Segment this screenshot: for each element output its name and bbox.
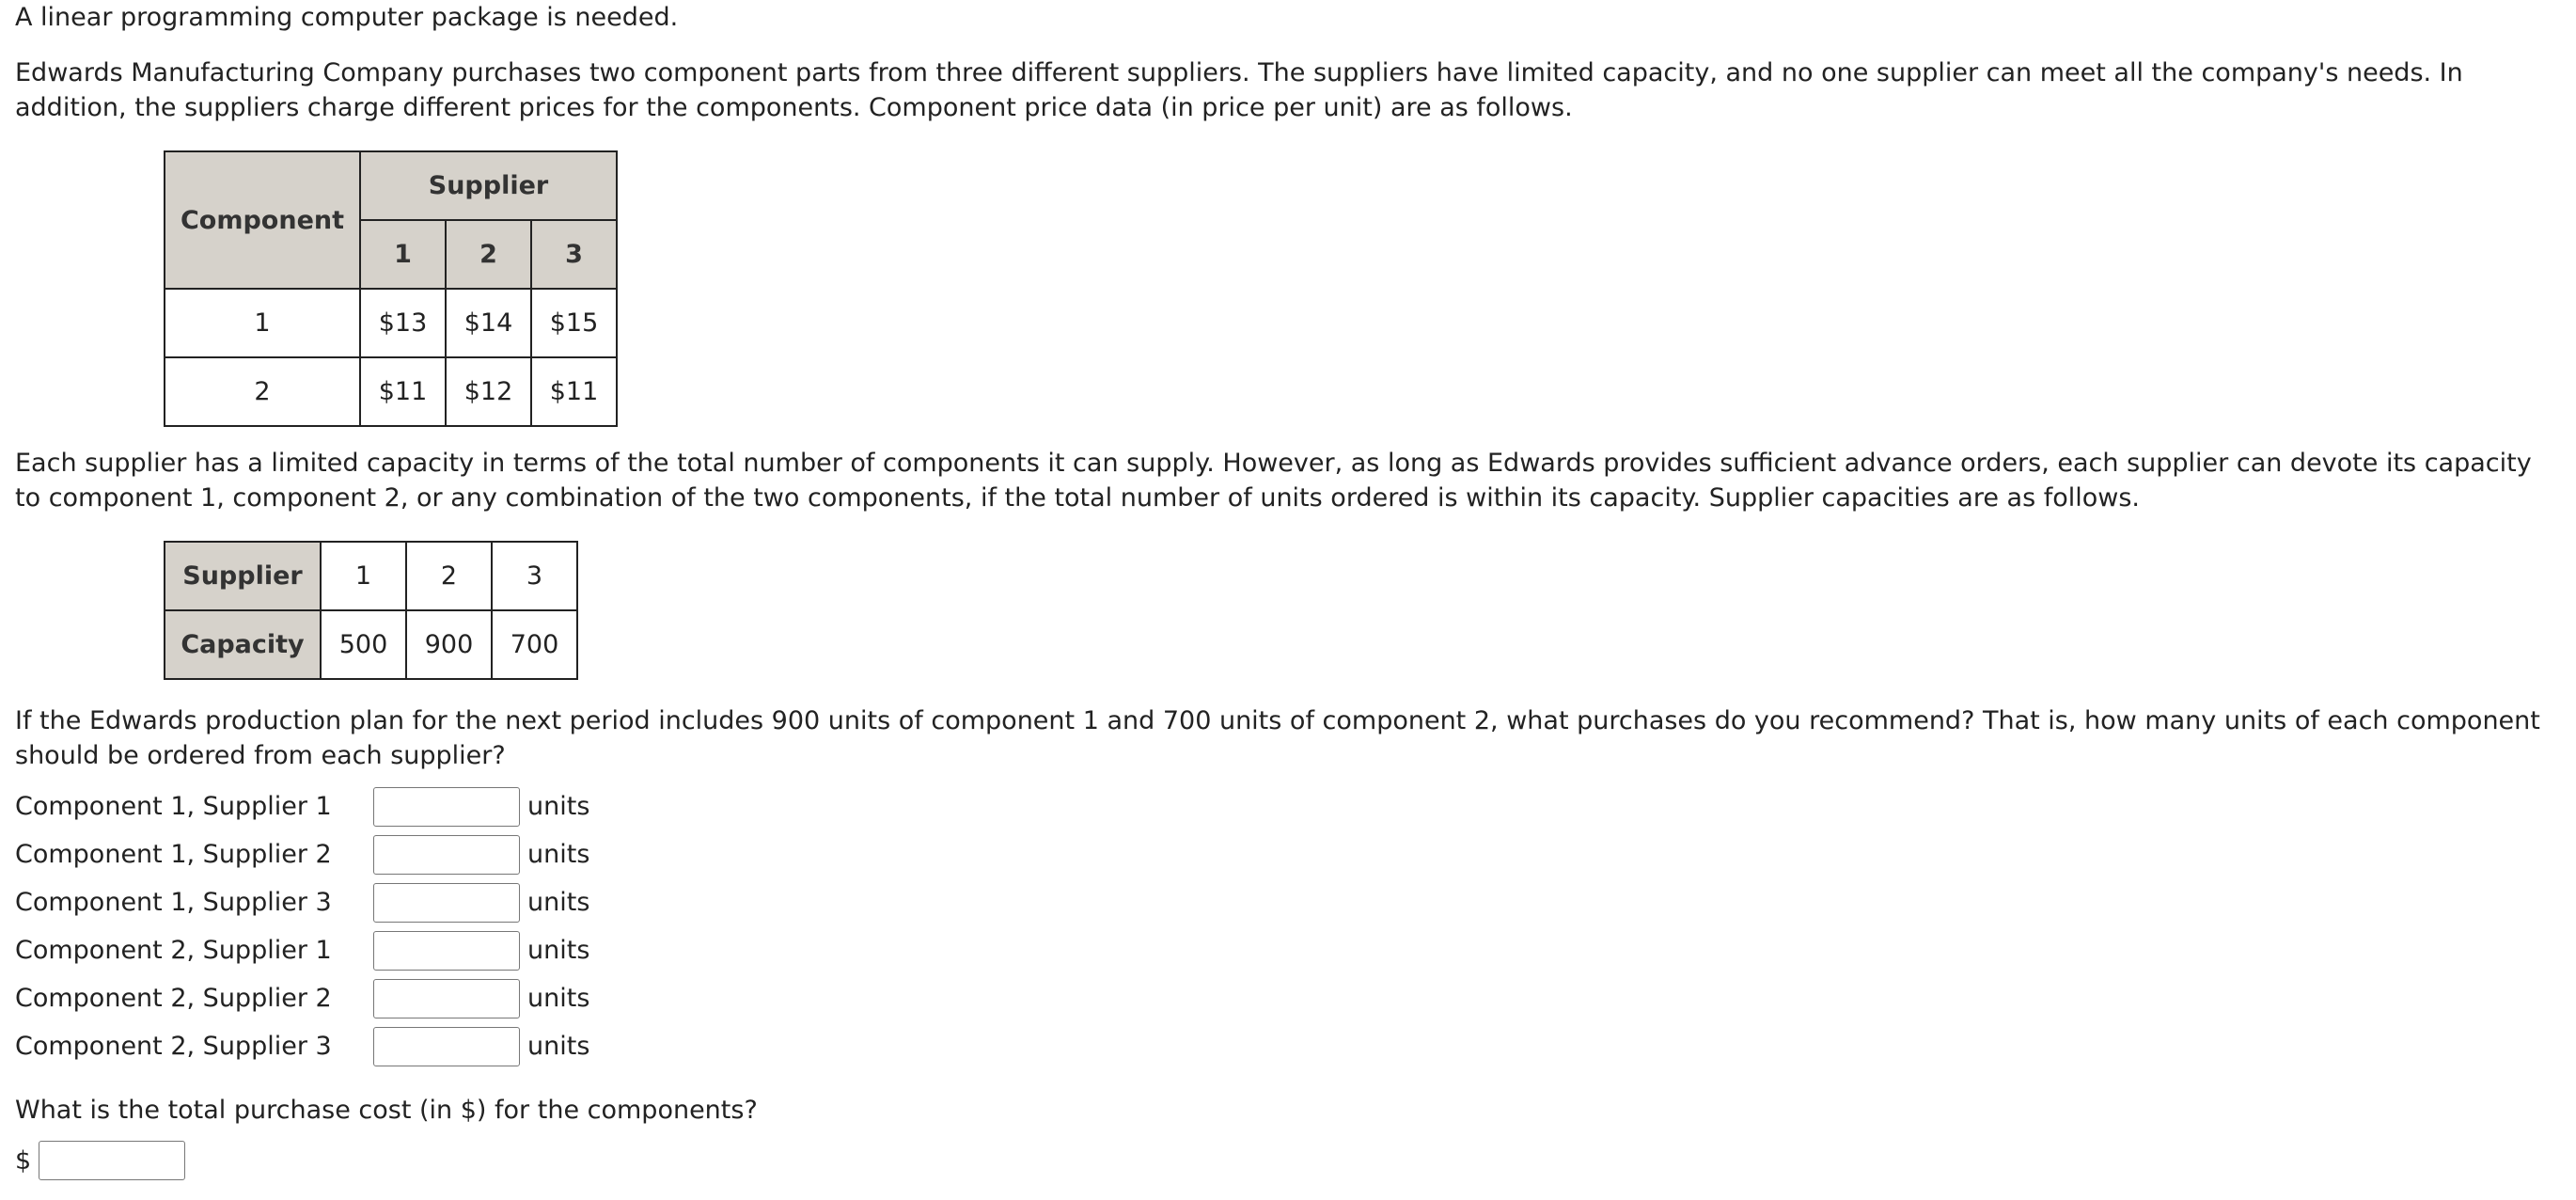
supplier-number: 1 — [360, 220, 446, 289]
answer-row — [15, 830, 589, 878]
problem-description: Edwards Manufacturing Company purchases two component parts from three different suppliers. The suppliers have limited capacity, and no one supplier can meet all the company's needs. In addition, the suppliers charge different prices for the components. Component price data (in price per unit) are as follows. — [15, 58, 2463, 122]
unit-label: units — [527, 984, 590, 1013]
unit-label: units — [527, 1032, 590, 1061]
supplier-number: 1 — [321, 542, 406, 610]
supplier-number: 3 — [531, 220, 617, 289]
price-cell: $14 — [446, 289, 531, 357]
answer-label: Component 2, Supplier 1 — [15, 936, 332, 965]
table-row — [165, 357, 617, 426]
c1-s2-input[interactable] — [373, 835, 520, 875]
c1-s1-input[interactable] — [373, 787, 520, 827]
component-cell: 1 — [165, 289, 360, 357]
price-cell: $11 — [360, 357, 446, 426]
total-cost-input[interactable] — [39, 1141, 185, 1180]
answer-row — [15, 926, 589, 974]
component-header: Component — [165, 151, 360, 289]
answer-label: Component 1, Supplier 2 — [15, 840, 332, 869]
c2-s2-input[interactable] — [373, 979, 520, 1018]
price-cell: $11 — [531, 357, 617, 426]
total-cost-question: What is the total purchase cost (in $) for the components? — [15, 1096, 758, 1125]
answer-row — [15, 782, 589, 830]
currency-symbol: $ — [15, 1145, 32, 1176]
intro-text: A linear programming computer package is needed. — [15, 3, 679, 32]
capacity-description: Each supplier has a limited capacity in terms of the total number of components it can supply. However, as long as Edwards provides sufficient advance orders, each supplier can devote its capacity to component 1, component 2, or any combination of the two components, if the total number of units ordered is within its capacity. Supplier capacities are as follows. — [15, 449, 2532, 513]
answer-label: Component 2, Supplier 3 — [15, 1032, 332, 1061]
answer-label: Component 1, Supplier 3 — [15, 888, 332, 917]
answer-label: Component 1, Supplier 1 — [15, 792, 332, 821]
question-text: If the Edwards production plan for the next period includes 900 units of component 1 and 700 units of component 2, what purchases do you recommend? That is, how many units of each component should be ordered from each supplier? — [15, 706, 2540, 770]
capacity-cell: 700 — [492, 610, 577, 679]
capacity-cell: 900 — [406, 610, 492, 679]
unit-label: units — [527, 792, 590, 821]
answer-row — [15, 974, 589, 1022]
unit-label: units — [527, 888, 590, 917]
supplier-label: Supplier — [165, 542, 321, 610]
supplier-number: 3 — [492, 542, 577, 610]
table-row — [165, 610, 577, 679]
total-cost-row — [15, 1141, 185, 1180]
unit-label: units — [527, 936, 590, 965]
answer-list — [15, 782, 589, 1070]
price-table — [164, 150, 618, 427]
price-cell: $12 — [446, 357, 531, 426]
supplier-number: 2 — [406, 542, 492, 610]
capacity-cell: 500 — [321, 610, 406, 679]
c2-s3-input[interactable] — [373, 1027, 520, 1066]
table-row — [165, 289, 617, 357]
price-cell: $13 — [360, 289, 446, 357]
c1-s3-input[interactable] — [373, 883, 520, 923]
table-row — [165, 542, 577, 610]
supplier-number: 2 — [446, 220, 531, 289]
price-cell: $15 — [531, 289, 617, 357]
supplier-header: Supplier — [360, 151, 617, 220]
answer-label: Component 2, Supplier 2 — [15, 984, 332, 1013]
capacity-table — [164, 541, 578, 680]
c2-s1-input[interactable] — [373, 931, 520, 971]
capacity-label: Capacity — [165, 610, 321, 679]
unit-label: units — [527, 840, 590, 869]
answer-row — [15, 878, 589, 926]
answer-row — [15, 1022, 589, 1070]
component-cell: 2 — [165, 357, 360, 426]
